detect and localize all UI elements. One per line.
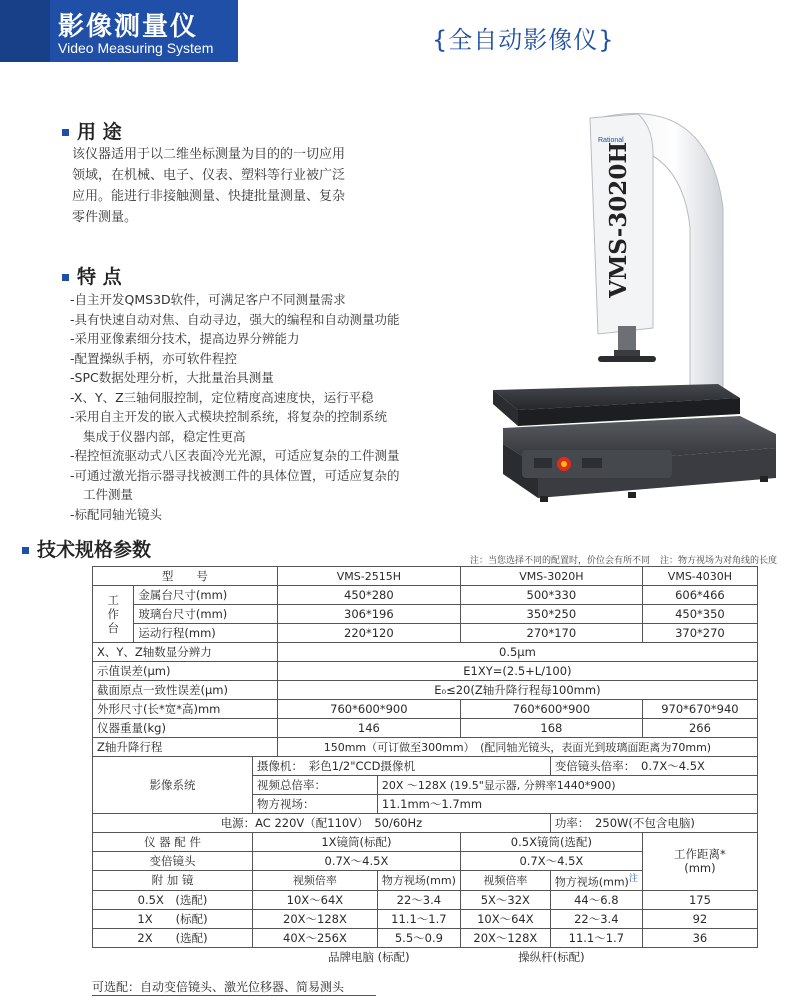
spec-notes xyxy=(470,553,787,566)
logo-chinese: 影像测量仪 xyxy=(58,12,199,42)
table-cell: 40X～256X xyxy=(252,928,377,947)
note-mark: 注 xyxy=(628,874,638,884)
logo-english: Video Measuring System xyxy=(58,40,214,56)
table-cell: 11.1～1.7 xyxy=(550,928,642,947)
table-cell: 20X～128X xyxy=(252,909,377,928)
machine-illustration xyxy=(478,98,800,518)
table-cell: 266 xyxy=(642,719,757,738)
spec-note: 注：物方视场为对角线的长度 xyxy=(660,556,778,566)
table-cell: 760*600*900 xyxy=(460,700,642,719)
optional-text: 可选配：自动变倍镜头、激光位移器、简易测头 xyxy=(92,980,345,994)
table-cell: 0.5μm xyxy=(277,643,757,662)
table-cell: 450*280 xyxy=(277,586,460,605)
table-row xyxy=(93,890,758,909)
table-cell: 44～6.8 xyxy=(550,890,642,909)
underline xyxy=(92,995,376,996)
feature-item: -自主开发QMS3D软件，可满足客户不同测量需求 xyxy=(70,292,346,307)
table-cell: 22～3.4 xyxy=(550,909,642,928)
table-cell: E1XY=(2.5+L/100) xyxy=(277,662,757,681)
table-cell: VMS-4030H xyxy=(642,567,757,586)
feature-item: -采用自主开发的嵌入式模块控制系统，将复杂的控制系统 xyxy=(70,409,388,424)
table-cell: 示值误差(μm) xyxy=(93,662,278,681)
table-cell: 工 作 台 xyxy=(93,586,134,643)
table-cell: 11.1～1.7 xyxy=(377,909,460,928)
usage-line: 零件测量。 xyxy=(72,210,138,225)
table-row xyxy=(93,700,758,719)
table-cell: X、Y、Z轴数显分辨力 xyxy=(93,643,278,662)
logo-accent xyxy=(0,0,50,62)
usage-line: 领域，在机械、电子、仪表、塑料等行业被广泛 xyxy=(72,168,346,183)
table-cell: 变倍镜头倍率： 0.7X～4.5X xyxy=(550,757,757,776)
table-row xyxy=(93,928,758,947)
table-row xyxy=(93,605,758,624)
usage-heading: 用 途 xyxy=(62,117,122,144)
table-row xyxy=(93,643,758,662)
table-row xyxy=(93,567,758,586)
table-cell: 1X镜筒(标配) xyxy=(252,833,460,852)
table-cell: 截面原点一致性误差(μm) xyxy=(93,681,278,700)
table-cell: 11.1mm～1.7mm xyxy=(377,795,757,814)
table-cell: 1X (标配) xyxy=(93,909,253,928)
spec-note: 注：当您选择不同的配置时，价位会有所不同 xyxy=(470,556,651,566)
feature-item: -采用亚像素细分技术，提高边界分辨能力 xyxy=(70,331,300,346)
table-row xyxy=(93,947,758,966)
brand-label: Rational xyxy=(598,137,624,144)
usage-line: 应用。能进行非接触测量、快捷批量测量、复杂 xyxy=(72,189,346,204)
table-cell: 20X ～128X (19.5"显示器, 分辨率1440*900) xyxy=(377,776,757,795)
optional-accessories xyxy=(92,978,344,995)
table-cell: 电源：AC 220V（配110V） 50/60Hz xyxy=(93,814,551,833)
feature-item: -程控恒流驱动式八区表面冷光光源，可适应复杂的工件测量 xyxy=(70,448,400,463)
table-row xyxy=(93,624,758,643)
table-cell: 146 xyxy=(277,719,460,738)
table-cell: 220*120 xyxy=(277,624,460,643)
table-row xyxy=(93,662,758,681)
feature-item: -SPC数据处理分析，大批量治具测量 xyxy=(70,370,274,385)
spec-table xyxy=(92,566,758,966)
table-cell xyxy=(93,947,278,966)
table-cell: 仪器重量(kg) xyxy=(93,719,278,738)
specs-heading: 技术规格参数 xyxy=(22,535,151,562)
feature-item: -标配同轴光镜头 xyxy=(70,506,163,522)
table-cell: 变倍镜头 xyxy=(93,852,253,871)
table-cell: 0.5X (选配) xyxy=(93,890,253,909)
table-cell: 92 xyxy=(642,909,757,928)
feature-item: -可通过激光指示器寻找被测工件的具体位置，可适应复杂的 xyxy=(70,467,400,483)
table-cell: 450*350 xyxy=(642,605,757,624)
table-cell: 外形尺寸(长*宽*高)mm xyxy=(93,700,278,719)
table-cell: 350*250 xyxy=(460,605,642,624)
table-cell: 摄像机： 彩色1/2"CCD摄像机 xyxy=(252,757,550,776)
table-cell: 运动行程(mm) xyxy=(134,624,277,643)
table-cell: 视频倍率 xyxy=(460,871,550,891)
table-row xyxy=(93,757,758,776)
table-row xyxy=(93,681,758,700)
table-cell: 306*196 xyxy=(277,605,460,624)
table-row xyxy=(93,586,758,605)
feature-item: 工件测量 xyxy=(83,487,134,502)
table-cell: 物方视场： xyxy=(252,795,377,814)
bullet-square-icon xyxy=(62,274,69,281)
features-heading: 特 点 xyxy=(62,262,122,289)
table-cell: 仪 器 配 件 xyxy=(93,833,253,852)
table-cell: 功率： 250W(不包含电脑) xyxy=(550,814,757,833)
table-cell: 168 xyxy=(460,719,642,738)
feature-item: -具有快速自动对焦、自动寻边，强大的编程和自动测量功能 xyxy=(70,311,400,327)
logo-banner xyxy=(0,0,238,62)
table-row xyxy=(93,833,758,852)
usage-text xyxy=(72,144,392,228)
table-cell: VMS-2515H xyxy=(277,567,460,586)
bullet-square-icon xyxy=(62,129,69,136)
table-cell: E₀≤20(Z轴升降行程每100mm) xyxy=(277,681,757,700)
usage-line: 该仪器适用于以二维坐标测量为目的的一切应用 xyxy=(72,147,346,162)
table-cell: 5X～32X xyxy=(460,890,550,909)
table-cell: 玻璃台尺寸(mm) xyxy=(134,605,277,624)
table-cell: 附 加 镜 xyxy=(93,871,253,891)
table-cell: 760*600*900 xyxy=(277,700,460,719)
table-cell: 270*170 xyxy=(460,624,642,643)
table-cell: 0.7X～4.5X xyxy=(252,852,460,871)
table-cell: 175 xyxy=(642,890,757,909)
model-label: VMS-3020H xyxy=(605,141,632,298)
feature-item: -配置操纵手柄，亦可软件程控 xyxy=(70,350,238,366)
table-cell: 工作距离* (mm) xyxy=(642,833,757,891)
table-cell: 型 号 xyxy=(93,567,278,586)
table-cell: 370*270 xyxy=(642,624,757,643)
table-cell: 5.5～0.9 xyxy=(377,928,460,947)
table-cell: 物方视场(mm)$^注$ xyxy=(550,871,642,891)
table-cell: Z轴升降行程 xyxy=(93,738,278,757)
page-title: {全自动影像仪} xyxy=(432,26,615,54)
table-row xyxy=(93,738,758,757)
feature-item: -X、Y、Z三轴伺服控制，定位精度高速度快，运行平稳 xyxy=(70,389,374,405)
table-cell: 500*330 xyxy=(460,586,642,605)
table-cell: 150mm（可订做至300mm） (配同轴光镜头，表面光到玻璃面距离为70mm) xyxy=(277,738,757,757)
table-cell: 10X～64X xyxy=(460,909,550,928)
table-cell: 0.7X～4.5X xyxy=(460,852,642,871)
table-cell: 20X～128X xyxy=(460,928,550,947)
table-cell xyxy=(642,947,757,966)
table-cell: 物方视场(mm) xyxy=(377,871,460,891)
features-list xyxy=(70,290,470,524)
table-row xyxy=(93,909,758,928)
table-cell: 0.5X镜筒(选配) xyxy=(460,833,642,852)
table-cell: 视频倍率 xyxy=(252,871,377,891)
table-cell: 22～3.4 xyxy=(377,890,460,909)
table-cell: 影像系统 xyxy=(93,757,253,814)
table-cell: 品牌电脑 (标配) xyxy=(328,949,410,964)
table-cell: 36 xyxy=(642,928,757,947)
table-cell: 视频总倍率： xyxy=(252,776,377,795)
table-cell: VMS-3020H xyxy=(460,567,642,586)
table-cell: 金属台尺寸(mm) xyxy=(134,586,277,605)
table-cell: 2X (选配) xyxy=(93,928,253,947)
bullet-square-icon xyxy=(22,547,29,554)
table-row xyxy=(93,814,758,833)
table-cell: 606*466 xyxy=(642,586,757,605)
table-cell: 10X～64X xyxy=(252,890,377,909)
table-cell: 970*670*940 xyxy=(642,700,757,719)
table-row xyxy=(93,719,758,738)
table-cell: 操纵杆(标配) xyxy=(518,949,585,964)
feature-item: 集成于仪器内部，稳定性更高 xyxy=(83,428,246,444)
